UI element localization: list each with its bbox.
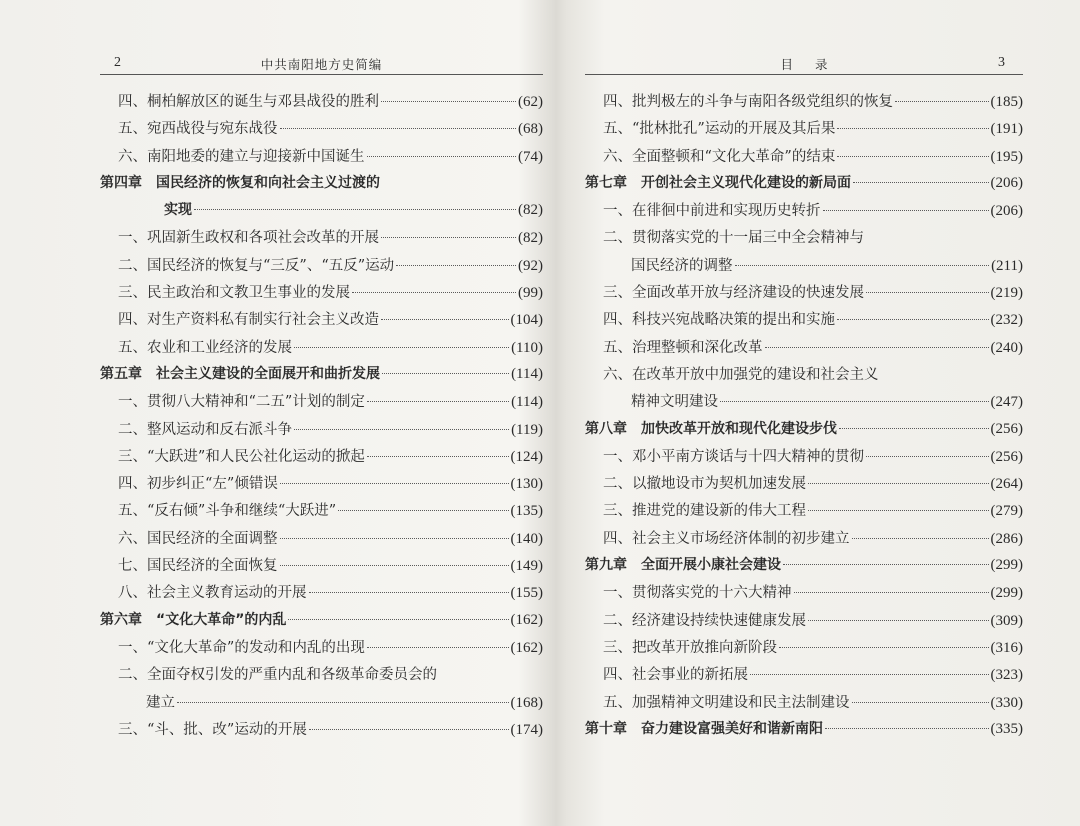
dot-leader xyxy=(837,156,988,157)
dot-leader xyxy=(866,292,989,293)
dot-leader xyxy=(837,128,988,129)
toc-entry-page: (299) xyxy=(990,557,1023,574)
toc-entry-title: 三、把改革开放推向新阶段 xyxy=(603,639,777,656)
dot-leader xyxy=(823,210,989,211)
toc-section-entry xyxy=(100,691,543,718)
toc-entry-page: (256) xyxy=(990,420,1023,437)
toc-chapter-entry xyxy=(585,554,1023,581)
dot-leader xyxy=(367,156,517,157)
toc-entry-title: 五、加强精神文明建设和民主法制建设 xyxy=(603,694,850,711)
toc-entry-page: (124) xyxy=(510,448,543,465)
toc-section-entry xyxy=(100,527,543,554)
toc-section-entry xyxy=(585,472,1023,499)
dot-leader xyxy=(825,728,989,729)
toc-chapter-entry xyxy=(100,199,543,226)
toc-entry-title: 四、对生产资料私有制实行社会主义改造 xyxy=(118,312,379,329)
toc-entry-title: 二、全面夺权引发的严重内乱和各级革命委员会的 xyxy=(118,667,437,684)
toc-chapter-entry xyxy=(100,363,543,390)
toc-entry-title: 二、国民经济的恢复与“三反”、“五反”运动 xyxy=(118,257,395,274)
toc-entry-page: (110) xyxy=(511,339,543,356)
dot-leader xyxy=(367,456,509,457)
toc-section-entry xyxy=(100,581,543,608)
toc-entry-title: 三、全面改革开放与经济建设的快速发展 xyxy=(603,285,864,302)
toc-entry-title: 实现 xyxy=(164,202,192,219)
toc-entry-title: 二、以撤地设市为契机加速发展 xyxy=(603,476,806,493)
toc-entry-title: 五、治理整顿和深化改革 xyxy=(603,339,763,356)
toc-section-entry xyxy=(100,663,543,690)
toc-entry-title: 四、社会事业的新拓展 xyxy=(603,667,748,684)
toc-section-entry xyxy=(100,145,543,172)
toc-entry-title: 第七章 开创社会主义现代化建设的新局面 xyxy=(585,174,851,191)
toc-entry-page: (99) xyxy=(518,285,543,302)
toc-section-entry xyxy=(585,636,1023,663)
toc-section-entry xyxy=(585,199,1023,226)
dot-leader xyxy=(280,538,509,539)
toc-entry-title: 四、批判极左的斗争与南阳各级党组织的恢复 xyxy=(603,94,893,110)
toc-entry-title: 一、巩固新生政权和各项社会改革的开展 xyxy=(118,230,379,247)
toc-entry-page: (316) xyxy=(990,639,1023,656)
dot-leader xyxy=(396,265,516,266)
toc-section-entry xyxy=(585,226,1023,253)
toc-entry-title: 三、“大跃进”和人民公社化运动的掀起 xyxy=(118,448,365,465)
right-page-header xyxy=(585,52,1023,75)
dot-leader xyxy=(779,647,989,648)
dot-leader xyxy=(177,702,509,703)
dot-leader xyxy=(352,292,516,293)
toc-chapter-entry xyxy=(585,418,1023,445)
dot-leader xyxy=(367,647,509,648)
toc-section-entry xyxy=(100,445,543,472)
toc-entry-title: 四、社会主义市场经济体制的初步建立 xyxy=(603,530,850,547)
toc-chapter-entry xyxy=(585,718,1023,745)
dot-leader xyxy=(309,729,509,730)
toc-entry-title: 四、桐柏解放区的诞生与邓县战役的胜利 xyxy=(118,94,379,110)
toc-entry-page: (264) xyxy=(990,476,1023,493)
toc-section-entry xyxy=(100,554,543,581)
toc-section-entry xyxy=(585,145,1023,172)
dot-leader xyxy=(839,428,989,429)
toc-section-entry xyxy=(585,527,1023,554)
toc-entry-page: (286) xyxy=(990,530,1023,547)
toc-entry-title: 三、民主政治和文教卫生事业的发展 xyxy=(118,285,350,302)
toc-entry-page: (247) xyxy=(990,394,1023,411)
toc-section-entry xyxy=(100,472,543,499)
toc-section-entry xyxy=(585,90,1023,117)
right-running-title: 目录 xyxy=(780,57,850,72)
dot-leader xyxy=(808,620,989,621)
toc-entry-title: 六、南阳地委的建立与迎接新中国诞生 xyxy=(118,148,365,165)
toc-entry-title: 一、贯彻八大精神和“二五”计划的制定 xyxy=(118,394,365,411)
toc-section-entry xyxy=(100,308,543,335)
toc-entry-title: 第八章 加快改革开放和现代化建设步伐 xyxy=(585,420,837,437)
right-toc-list xyxy=(585,90,1023,745)
toc-entry-title: 五、农业和工业经济的发展 xyxy=(118,339,292,356)
left-page xyxy=(100,0,543,826)
toc-entry-title: 第六章 “文化大革命”的内乱 xyxy=(100,611,287,628)
toc-entry-page: (92) xyxy=(518,257,543,274)
toc-entry-title: 八、社会主义教育运动的开展 xyxy=(118,585,307,602)
toc-entry-title: 第五章 社会主义建设的全面展开和曲折发展 xyxy=(100,365,380,382)
dot-leader xyxy=(294,347,509,348)
toc-section-entry xyxy=(100,636,543,663)
toc-section-entry xyxy=(585,499,1023,526)
toc-entry-title: 建立 xyxy=(146,694,175,711)
toc-section-entry xyxy=(585,308,1023,335)
left-page-number: 2 xyxy=(114,55,121,70)
toc-entry-page: (135) xyxy=(510,503,543,520)
toc-entry-title: 国民经济的调整 xyxy=(631,257,733,274)
toc-entry-page: (114) xyxy=(511,394,543,411)
dot-leader xyxy=(765,347,989,348)
toc-entry-page: (62) xyxy=(518,94,543,110)
dot-leader xyxy=(382,373,509,374)
toc-section-entry xyxy=(585,281,1023,308)
toc-entry-page: (279) xyxy=(990,503,1023,520)
toc-entry-page: (174) xyxy=(510,721,543,738)
toc-entry-page: (232) xyxy=(990,312,1023,329)
toc-entry-page: (162) xyxy=(510,639,543,656)
toc-entry-title: 三、推进党的建设新的伟大工程 xyxy=(603,503,806,520)
toc-entry-title: 六、在改革开放中加强党的建设和社会主义 xyxy=(603,366,879,383)
toc-section-entry xyxy=(585,117,1023,144)
dot-leader xyxy=(338,510,508,511)
toc-section-entry xyxy=(100,390,543,417)
toc-chapter-entry xyxy=(585,172,1023,199)
toc-entry-page: (185) xyxy=(990,94,1023,110)
toc-entry-page: (82) xyxy=(518,202,543,219)
toc-section-entry xyxy=(585,363,1023,390)
toc-entry-page: (74) xyxy=(518,148,543,165)
toc-entry-title: 一、在徘徊中前进和实现历史转折 xyxy=(603,203,821,220)
toc-entry-title: 第四章 国民经济的恢复和向社会主义过渡的 xyxy=(100,174,380,191)
left-page-header xyxy=(100,52,543,75)
dot-leader xyxy=(194,209,516,210)
toc-section-entry xyxy=(585,609,1023,636)
dot-leader xyxy=(280,565,509,566)
toc-entry-page: (68) xyxy=(518,121,543,138)
toc-section-entry xyxy=(100,226,543,253)
toc-entry-title: 第九章 全面开展小康社会建设 xyxy=(585,557,781,574)
toc-section-entry xyxy=(585,390,1023,417)
toc-entry-title: 六、国民经济的全面调整 xyxy=(118,530,278,547)
toc-section-entry xyxy=(585,254,1023,281)
toc-entry-title: 六、全面整顿和“文化大革命”的结束 xyxy=(603,148,836,165)
dot-leader xyxy=(837,319,989,320)
dot-leader xyxy=(280,483,509,484)
toc-section-entry xyxy=(585,581,1023,608)
dot-leader xyxy=(381,237,516,238)
toc-entry-title: 五、“反右倾”斗争和继续“大跃进” xyxy=(118,503,337,520)
toc-section-entry xyxy=(100,254,543,281)
toc-entry-page: (149) xyxy=(510,558,543,575)
toc-entry-page: (335) xyxy=(990,720,1023,737)
dot-leader xyxy=(720,401,989,402)
toc-entry-page: (219) xyxy=(990,285,1023,302)
toc-entry-page: (323) xyxy=(990,667,1023,684)
toc-entry-title: 五、宛西战役与宛东战役 xyxy=(118,121,278,138)
toc-entry-title: 二、贯彻落实党的十一届三中全会精神与 xyxy=(603,230,864,247)
dot-leader xyxy=(783,564,989,565)
toc-entry-title: 精神文明建设 xyxy=(631,394,718,411)
dot-leader xyxy=(288,619,508,620)
toc-entry-title: 一、贯彻落实党的十六大精神 xyxy=(603,585,792,602)
dot-leader xyxy=(381,101,516,102)
toc-entry-page: (309) xyxy=(990,612,1023,629)
toc-entry-title: 二、整风运动和反右派斗争 xyxy=(118,421,292,438)
toc-entry-page: (119) xyxy=(511,421,543,438)
dot-leader xyxy=(853,182,989,183)
toc-entry-page: (206) xyxy=(990,203,1023,220)
toc-entry-page: (195) xyxy=(990,148,1023,165)
dot-leader xyxy=(381,319,509,320)
toc-chapter-entry xyxy=(100,609,543,636)
toc-entry-page: (211) xyxy=(991,257,1023,274)
left-toc-list xyxy=(100,90,543,745)
toc-entry-title: 五、“批林批孔”运动的开展及其后果 xyxy=(603,121,836,138)
toc-section-entry xyxy=(585,691,1023,718)
toc-section-entry xyxy=(585,663,1023,690)
toc-section-entry xyxy=(100,499,543,526)
dot-leader xyxy=(852,702,989,703)
toc-entry-title: 二、经济建设持续快速健康发展 xyxy=(603,612,806,629)
right-page-number: 3 xyxy=(998,55,1005,70)
dot-leader xyxy=(866,456,989,457)
toc-chapter-entry xyxy=(100,172,543,199)
dot-leader xyxy=(808,483,989,484)
toc-entry-page: (82) xyxy=(518,230,543,247)
toc-entry-page: (162) xyxy=(510,611,543,628)
dot-leader xyxy=(808,510,989,511)
toc-section-entry xyxy=(100,418,543,445)
toc-entry-page: (191) xyxy=(990,121,1023,138)
dot-leader xyxy=(309,592,509,593)
toc-section-entry xyxy=(100,281,543,308)
toc-entry-page: (299) xyxy=(990,585,1023,602)
toc-entry-page: (330) xyxy=(990,694,1023,711)
toc-section-entry xyxy=(585,445,1023,472)
toc-entry-page: (140) xyxy=(510,530,543,547)
toc-entry-title: 四、科技兴宛战略决策的提出和实施 xyxy=(603,312,835,329)
toc-entry-page: (104) xyxy=(510,312,543,329)
dot-leader xyxy=(294,429,509,430)
dot-leader xyxy=(852,538,989,539)
toc-entry-page: (206) xyxy=(990,174,1023,191)
toc-entry-title: 一、邓小平南方谈话与十四大精神的贯彻 xyxy=(603,448,864,465)
dot-leader xyxy=(735,265,990,266)
dot-leader xyxy=(367,401,509,402)
dot-leader xyxy=(750,674,989,675)
toc-section-entry xyxy=(585,336,1023,363)
toc-entry-page: (130) xyxy=(510,476,543,493)
dot-leader xyxy=(794,592,989,593)
toc-entry-title: 七、国民经济的全面恢复 xyxy=(118,558,278,575)
toc-entry-page: (240) xyxy=(990,339,1023,356)
toc-section-entry xyxy=(100,117,543,144)
toc-section-entry xyxy=(100,336,543,363)
toc-entry-title: 三、“斗、批、改”运动的开展 xyxy=(118,721,307,738)
toc-entry-title: 四、初步纠正“左”倾错误 xyxy=(118,476,278,493)
dot-leader xyxy=(895,101,989,102)
dot-leader xyxy=(280,128,517,129)
toc-entry-page: (256) xyxy=(990,448,1023,465)
toc-entry-title: 第十章 奋力建设富强美好和谐新南阳 xyxy=(585,720,823,737)
toc-entry-title: 一、“文化大革命”的发动和内乱的出现 xyxy=(118,639,365,656)
toc-section-entry xyxy=(100,718,543,745)
toc-entry-page: (114) xyxy=(511,365,543,382)
right-page xyxy=(585,0,1023,826)
left-running-title: 中共南阳地方史简编 xyxy=(260,57,383,72)
toc-entry-page: (155) xyxy=(510,585,543,602)
toc-section-entry xyxy=(100,90,543,117)
toc-entry-page: (168) xyxy=(510,694,543,711)
